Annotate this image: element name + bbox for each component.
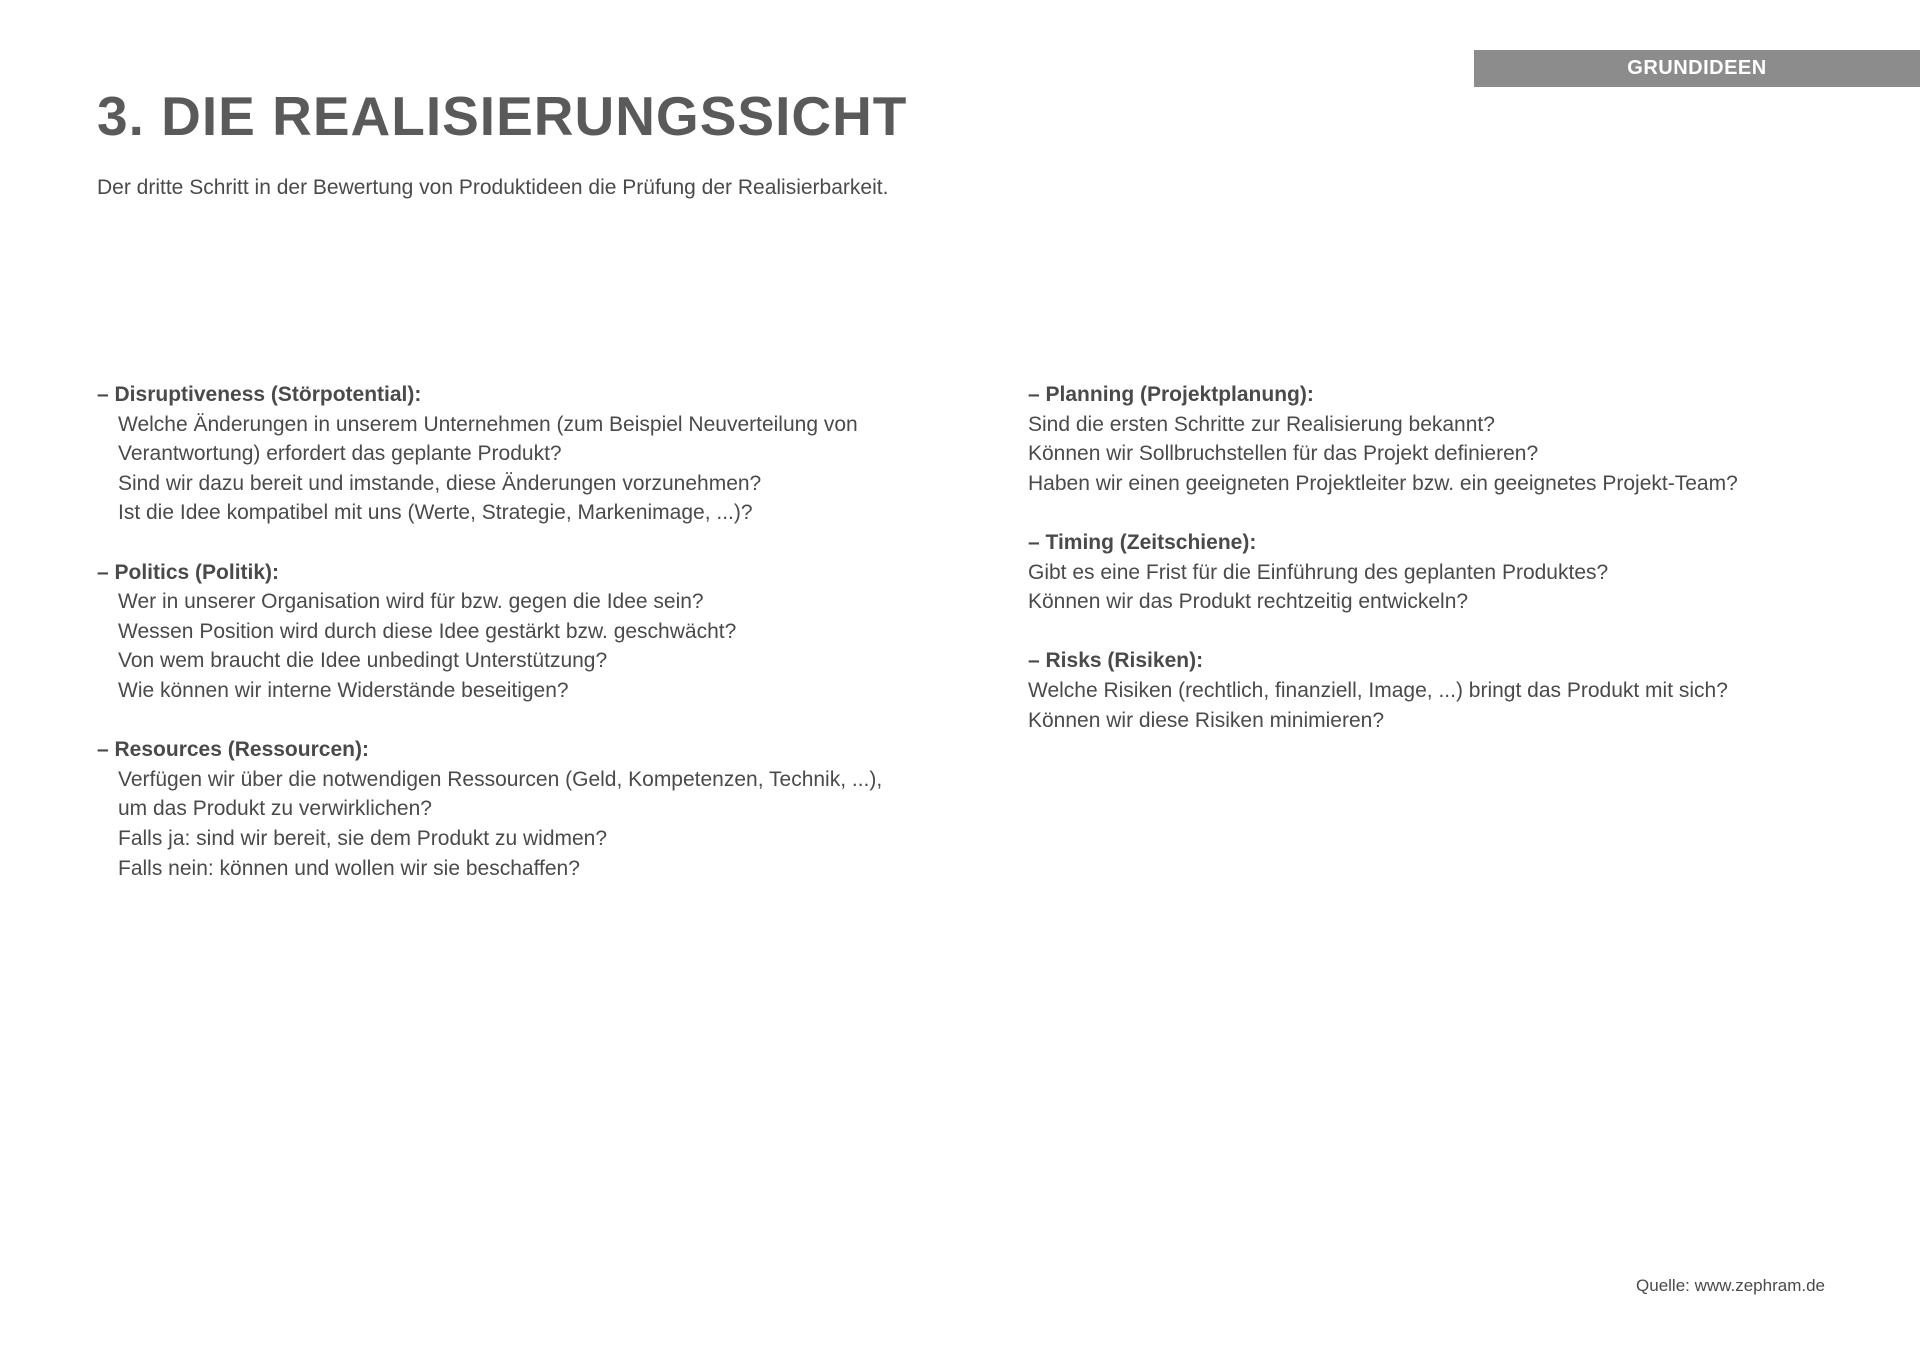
question-line: Falls ja: sind wir bereit, sie dem Produkt zu widmen?	[118, 826, 608, 850]
question-line: Können wir diese Risiken minimieren?	[1028, 708, 1384, 732]
question-line: Von wem braucht die Idee unbedingt Unterstützung?	[118, 649, 608, 673]
section-resources	[97, 735, 977, 883]
right-column	[1028, 380, 1888, 765]
question-line: Verantwortung) erfordert das geplante Produkt?	[118, 442, 562, 466]
section-disruptiveness	[97, 380, 977, 528]
section-planning	[1028, 380, 1888, 498]
question-line: Ist die Idee kompatibel mit uns (Werte, Strategie, Markenimage, ...)?	[118, 501, 753, 525]
question-line: Sind die ersten Schritte zur Realisierung bekannt?	[1028, 412, 1495, 436]
question-line: um das Produkt zu verwirklichen?	[118, 797, 432, 821]
question-line: Wer in unserer Organisation wird für bzw. gegen die Idee sein?	[118, 590, 704, 614]
question-line: Verfügen wir über die notwendigen Ressourcen (Geld, Kompetenzen, Technik, ...),	[118, 767, 883, 791]
section-heading: – Risks (Risiken):	[1028, 649, 1204, 673]
source-note: Quelle: www.zephram.de	[1636, 1276, 1825, 1295]
question-line: Welche Risiken (rechtlich, finanziell, Image, ...) bringt das Produkt mit sich?	[1028, 678, 1728, 702]
left-column	[97, 380, 977, 913]
section-timing	[1028, 528, 1888, 617]
section-heading: – Planning (Projektplanung):	[1028, 383, 1314, 406]
question-line: Welche Änderungen in unserem Unternehmen (zum Beispiel Neuverteilung von	[118, 412, 858, 436]
page-subtitle: Der dritte Schritt in der Bewertung von Produktideen die Prüfung der Realisierbarkeit.	[97, 176, 889, 199]
section-heading: – Resources (Ressourcen):	[97, 738, 369, 762]
question-line: Falls nein: können und wollen wir sie beschaffen?	[118, 856, 580, 880]
question-line: Können wir das Produkt rechtzeitig entwickeln?	[1028, 590, 1469, 614]
question-line: Wie können wir interne Widerstände beseitigen?	[118, 678, 569, 702]
question-line: Haben wir einen geeigneten Projektleiter bzw. ein geeignetes Projekt-Team?	[1028, 471, 1738, 495]
question-line: Können wir Sollbruchstellen für das Projekt definieren?	[1028, 442, 1539, 466]
section-heading: – Politics (Politik):	[97, 560, 280, 584]
section-risks	[1028, 646, 1888, 735]
section-heading: – Timing (Zeitschiene):	[1028, 530, 1257, 554]
section-politics	[97, 558, 977, 706]
section-tag: GRUNDIDEEN	[1474, 50, 1920, 87]
question-line: Sind wir dazu bereit und imstande, diese Änderungen vorzunehmen?	[118, 471, 762, 495]
section-heading: – Disruptiveness (Störpotential):	[97, 383, 422, 406]
question-line: Wessen Position wird durch diese Idee gestärkt bzw. geschwächt?	[118, 619, 737, 643]
question-line: Gibt es eine Frist für die Einführung des geplanten Produktes?	[1028, 560, 1609, 584]
page-title: 3. DIE REALISIERUNGSSICHT	[97, 85, 908, 147]
